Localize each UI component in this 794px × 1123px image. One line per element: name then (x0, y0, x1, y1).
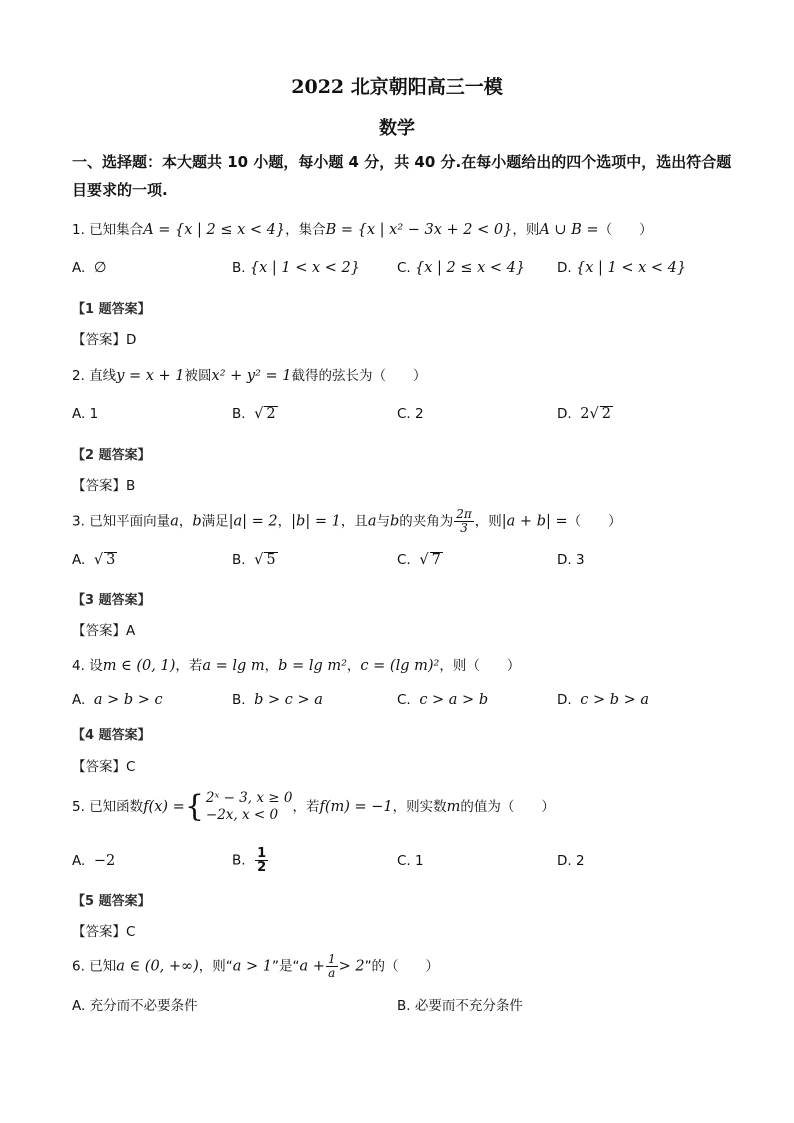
q4-answer-tag: 【4 题答案】 (72, 728, 151, 743)
q3-option-a: A. √ 3 (72, 552, 116, 568)
q1-option-d: D. {x | 1 < x < 4} (557, 260, 687, 276)
q1-answer-tag: 【1 题答案】 (72, 302, 151, 317)
question-5: 5. 已知函数f(x) ={ 2ˣ − 3, x ≥ 0 −2x, x < 0 ，若f(m) = −1，则实数m的值为（ ） (72, 789, 555, 824)
q6-option-b: B. 必要而不充分条件 (397, 998, 523, 1014)
q3-answer: 【答案】A (72, 623, 136, 639)
q6-option-a: A. 充分而不必要条件 (72, 998, 198, 1014)
question-1: 1. 已知集合A = {x | 2 ≤ x < 4}，集合B = {x | x² − 3x + 2 < 0}，则A ∪ B =（ ） (72, 222, 653, 238)
q2-option-d: D. 2√ 2 (557, 406, 611, 422)
q3-answer-tag: 【3 题答案】 (72, 593, 151, 608)
q4-option-d: D. c > b > a (557, 692, 650, 708)
q5-option-a: A. −2 (72, 853, 116, 869)
question-4: 4. 设m ∈ (0, 1)，若a = lg m，b = lg m²，c = (lg m)²，则（ ） (72, 658, 521, 674)
q5-option-c: C. 1 (397, 853, 424, 869)
q2-option-c: C. 2 (397, 406, 424, 422)
q1-option-a: A. ∅ (72, 260, 107, 276)
q1-option-c: C. {x | 2 ≤ x < 4} (397, 260, 526, 276)
q4-option-b: B. b > c > a (232, 692, 323, 708)
q5-answer: 【答案】C (72, 924, 136, 940)
question-2: 2. 直线y = x + 1被圆x² + y² = 1截得的弦长为（ ） (72, 368, 427, 384)
question-3: 3. 已知平面向量a，b满足|a| = 2，|b| = 1，且a与b的夹角为 $\frac{2\pi}{3}$ ，则|a + b| =（ ） (72, 507, 622, 535)
exam-title: 2022 北京朝阳高三一模 (291, 76, 503, 98)
q4-option-c: C. c > a > b (397, 692, 489, 708)
question-6: 6. 已知a ∈ (0, +∞)，则“a > 1”是“a + $\frac{1}{a}$ > 2”的（ ） (72, 952, 440, 980)
q2-option-b: B. √ 2 (232, 406, 276, 422)
q4-option-a: A. a > b > c (72, 692, 163, 708)
q1-answer: 【答案】D (72, 332, 137, 348)
q3-option-d: D. 3 (557, 552, 585, 568)
section-heading: 一、选择题：本大题共 10 小题，每小题 4 分，共 40 分.在每小题给出的四个选项中，选出符合题目要求的一项. (72, 153, 732, 199)
q4-answer: 【答案】C (72, 759, 136, 775)
q2-option-a: A. 1 (72, 406, 99, 422)
q5-answer-tag: 【5 题答案】 (72, 894, 151, 909)
q2-answer: 【答案】B (72, 478, 136, 494)
q2-answer-tag: 【2 题答案】 (72, 448, 151, 463)
q3-option-c: C. √ 7 (397, 552, 441, 568)
q5-option-b: B. $\frac{1}{2}$ (232, 846, 267, 875)
q1-option-b: B. {x | 1 < x < 2} (232, 260, 360, 276)
q3-option-b: B. √ 5 (232, 552, 276, 568)
subject-title: 数学 (379, 118, 415, 139)
q5-option-d: D. 2 (557, 853, 585, 869)
